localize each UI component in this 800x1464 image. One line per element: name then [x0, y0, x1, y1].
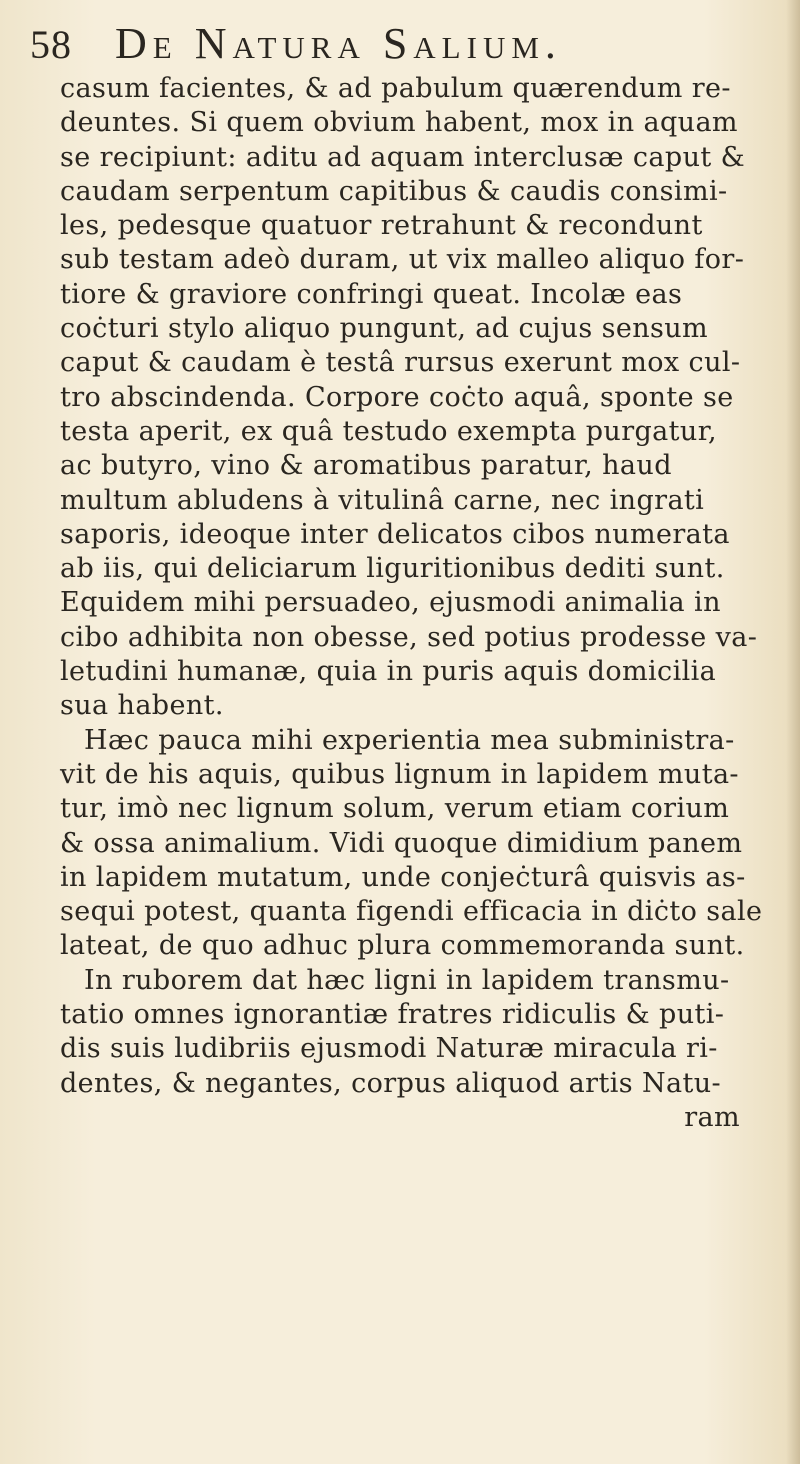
text-line-22: tur, imò nec lignum solum, verum etiam corium — [60, 793, 730, 825]
text-line-1: casum facientes, & ad pabulum quærendum re- — [60, 73, 731, 104]
text-line-12: ac butyro, vino & aromatibus paratur, haud — [60, 450, 672, 482]
text-line-8: coċturi stylo aliquo pungunt, ad cujus sensum — [60, 313, 709, 345]
text-line-24: in lapidem mutatum, unde conjeċturâ quisvis as- — [60, 861, 746, 893]
text-line-25: sequi potest, quanta figendi efficacia in diċto sale — [60, 896, 763, 928]
text-line-3: se recipiunt: aditu ad aquam interclusæ caput & — [60, 141, 746, 173]
text-line-7: tiore & graviore confringi queat. Incolæ eas — [60, 278, 683, 310]
page-number: 58 — [30, 22, 72, 67]
text-line-17: cibo adhibita non obesse, sed potius prodesse va- — [60, 621, 758, 653]
text-line-28: tatio omnes ignorantiæ fratres ridiculis & puti- — [60, 999, 725, 1031]
text-line-4: caudam serpentum capitibus & caudis consimi- — [60, 175, 728, 207]
body-text — [60, 72, 780, 1135]
text-line-18: letudini humanæ, quia in puris aquis domicilia — [60, 656, 717, 688]
text-line-10: tro abscindenda. Corpore coċto aquâ, sponte se — [60, 381, 734, 413]
page-header — [30, 18, 770, 70]
catchword: ram — [684, 1101, 740, 1133]
text-line-9: caput & caudam è testâ rursus exerunt mox cul- — [60, 347, 741, 379]
text-line-26: lateat, de quo adhuc plura commemoranda sunt. — [60, 930, 745, 962]
text-line-6: sub testam adeò duram, ut vix malleo aliquo for- — [60, 244, 745, 276]
text-line-15: ab iis, qui deliciarum liguritionibus dediti sunt. — [60, 553, 725, 585]
text-line-11: testa aperit, ex quâ testudo exempta purgatur, — [60, 415, 718, 447]
text-line-2: deuntes. Si quem obvium habent, mox in aquam — [60, 107, 738, 139]
page-edge-shadow — [786, 0, 800, 1464]
text-line-27: In ruborem dat hæc ligni in lapidem transmu- — [84, 964, 730, 996]
text-line-30: dentes, & negantes, corpus aliquod artis Natu- — [60, 1067, 722, 1099]
text-line-29: dis suis ludibriis ejusmodi Naturæ miracula ri- — [60, 1033, 718, 1065]
text-line-21: vit de his aquis, quibus lignum in lapidem muta- — [60, 758, 739, 790]
text-line-23: & ossa animalium. Vidi quoque dimidium panem — [60, 827, 743, 859]
running-title: De Natura Salium. — [115, 19, 562, 68]
text-line-19: sua habent. — [60, 690, 224, 722]
text-line-13: multum abludens à vitulinâ carne, nec ingrati — [60, 484, 705, 516]
text-line-5: les, pedesque quatuor retrahunt & recondunt — [60, 210, 703, 242]
text-line-14: saporis, ideoque inter delicatos cibos numerata — [60, 518, 730, 550]
text-line-16: Equidem mihi persuadeo, ejusmodi animalia in — [60, 587, 721, 619]
text-line-20: Hæc pauca mihi experientia mea subministra- — [84, 724, 735, 756]
